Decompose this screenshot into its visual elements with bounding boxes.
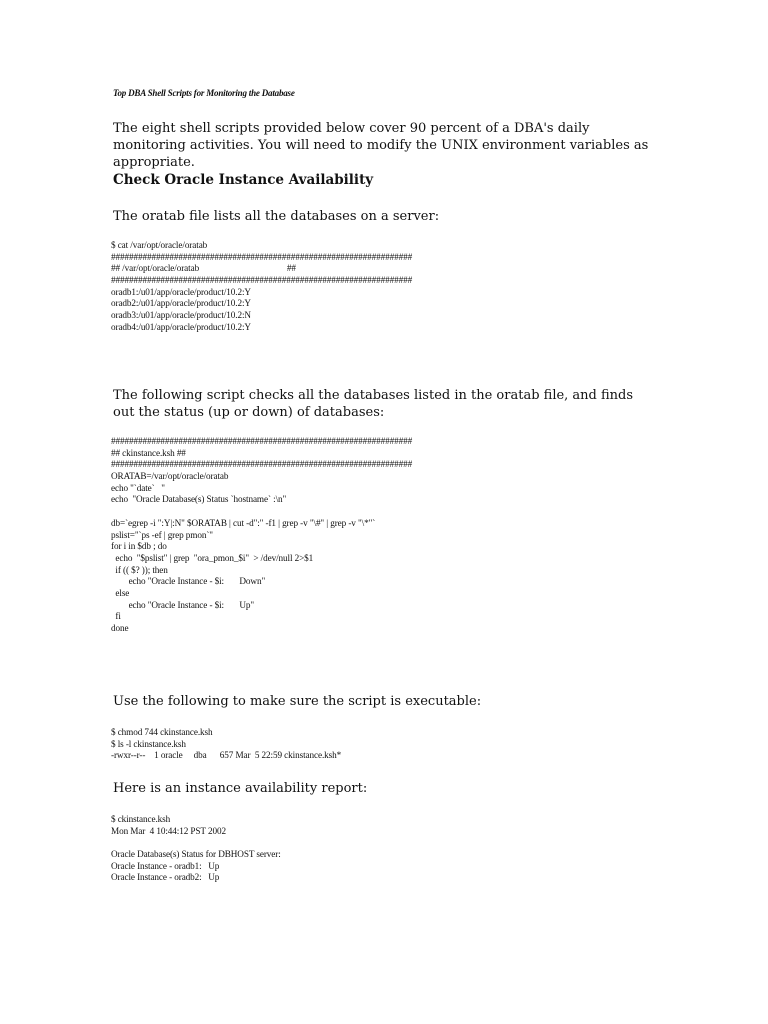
code-line: echo "Oracle Instance - $i: Down" [111,576,266,587]
script-intro: The following script checks all the databases listed in the oratab file, and finds out the status (up or down) of databases: [113,388,634,420]
intro-paragraph: The eight shell scripts provided below cover 90 percent of a DBA's daily monitoring activities. You will need to modify the UNIX environment variables as appropriate. [113,121,649,170]
code-line: db=`egrep -i ":Y|:N" $ORATAB | cut -d":" -f1 | grep -v "\#" | grep -v "\*"` [111,517,376,528]
code-line: oradb4:/u01/app/oracle/product/10.2:Y [111,321,251,332]
code-line: echo "$pslist" | grep "ora_pmon_$i" > /dev/null 2>$1 [111,552,314,563]
code-line: fi [111,611,121,622]
code-line: ## ckinstance.ksh ## [111,447,186,458]
code-line: $ cat /var/opt/oracle/oratab [111,240,208,250]
code-line: ################################################################### [111,275,413,286]
code-line: Mon Mar 4 10:44:12 PST 2002 [111,825,226,836]
code-line: oradb3:/u01/app/oracle/product/10.2:N [111,310,251,321]
code-line: Oracle Instance - oradb1: Up [111,860,220,871]
code-line: oradb2:/u01/app/oracle/product/10.2:Y [111,298,251,309]
code-line: done [111,623,129,633]
code-line: ################################################################### [111,459,413,470]
code-line: else [111,587,130,598]
document-title: Top DBA Shell Scripts for Monitoring the Database [113,88,295,98]
code-line: echo "Oracle Instance - $i: Up" [111,599,255,610]
exec-intro: Use the following to make sure the script is executable: [113,694,482,709]
code-line: $ ls -l ckinstance.ksh [111,738,186,749]
code-line [111,506,412,518]
code-line: echo "Oracle Database(s) Status `hostname` :\n" [111,494,287,505]
code-line: $ ckinstance.ksh [111,814,171,824]
report-intro: Here is an instance availability report: [113,781,368,796]
code-line: ## /var/opt/oracle/oratab ## [111,263,296,274]
code-line [111,837,281,849]
code-line: oradb1:/u01/app/oracle/product/10.2:Y [111,286,251,297]
code-line: Oracle Instance - oradb2: Up [111,872,220,883]
code-line: pslist="`ps -ef | grep pmon`" [111,529,213,540]
section-heading: Check Oracle Instance Availability [113,172,374,188]
code-line: ################################################################### [111,251,413,262]
code-line: if (( $? )); then [111,564,168,575]
code-line: $ chmod 744 ckinstance.ksh [111,727,213,737]
code-line: echo "`date` " [111,482,165,493]
oratab-intro: The oratab file lists all the databases on a server: [113,209,440,224]
code-line: ORATAB=/var/opt/oracle/oratab [111,471,229,482]
oratab-code-block [111,240,412,334]
code-line: -rwxr--r-- 1 oracle dba 657 Mar 5 22:59 ckinstance.ksh* [111,750,342,761]
code-line: for i in $db ; do [111,541,167,552]
script-code-block [111,436,412,635]
exec-code-block [111,727,341,762]
code-line: Oracle Database(s) Status for DBHOST server: [111,849,281,860]
code-line: ################################################################### [111,436,413,446]
report-code-block [111,814,281,884]
